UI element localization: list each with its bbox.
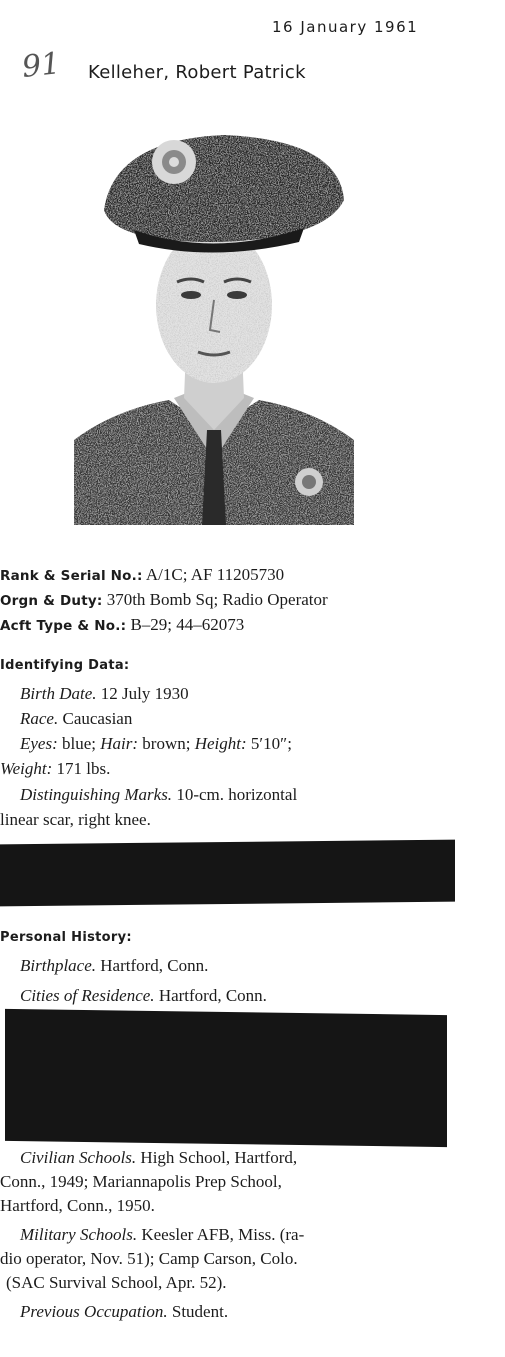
- race-line: [20, 709, 132, 729]
- orgn-value: 370th Bomb Sq; Radio Operator: [106, 590, 328, 609]
- birth-date-line: [20, 684, 189, 704]
- redaction-bar: [0, 840, 455, 907]
- occupation-label: Previous Occupation.: [20, 1302, 168, 1321]
- civilian-schools-line: [20, 1148, 297, 1168]
- military-schools-label: Military Schools.: [20, 1225, 138, 1244]
- rank-value: A/1C; AF 11205730: [145, 565, 285, 584]
- personal-history-heading: Personal History:: [0, 930, 132, 945]
- marks-line: [20, 785, 297, 805]
- orgn-label: Orgn & Duty:: [0, 593, 103, 609]
- marks-value-1: 10-cm. horizontal: [176, 785, 298, 804]
- civilian-schools-line-2: Conn., 1949; Mariannapolis Prep School,: [0, 1172, 282, 1191]
- subject-name: Kelleher, Robert Patrick: [88, 62, 306, 83]
- rank-serial-line: [0, 565, 284, 585]
- civilian-schools-value-1: High School, Hartford,: [140, 1148, 298, 1167]
- birthplace-label: Birthplace.: [20, 956, 97, 975]
- physical-line: [20, 734, 292, 754]
- weight-line: [0, 759, 110, 779]
- military-schools-value-1: Keesler AFB, Miss. (ra-: [141, 1225, 305, 1244]
- military-schools-line-3: (SAC Survival School, Apr. 52).: [6, 1273, 227, 1292]
- redaction-bar: [5, 1009, 447, 1147]
- race-label: Race.: [20, 709, 59, 728]
- occupation-line: [20, 1302, 228, 1322]
- military-schools-line: [20, 1225, 304, 1245]
- acft-line: [0, 615, 244, 635]
- rank-label: Rank & Serial No.:: [0, 568, 143, 584]
- weight-value: 171 lbs.: [56, 759, 111, 778]
- civilian-schools-label: Civilian Schools.: [20, 1148, 137, 1167]
- hair-value: brown;: [142, 734, 191, 753]
- document-date: 16 January 1961: [272, 18, 419, 36]
- marks-label: Distinguishing Marks.: [20, 785, 173, 804]
- handwritten-file-number: 91: [20, 46, 62, 85]
- height-value: 5′10″;: [250, 734, 292, 753]
- birth-date-value: 12 July 1930: [100, 684, 189, 703]
- portrait-photo: [74, 130, 354, 525]
- birthplace-line: [20, 956, 208, 976]
- civilian-schools-line-3: Hartford, Conn., 1950.: [0, 1196, 155, 1215]
- residence-line: [20, 986, 267, 1006]
- residence-value: Hartford, Conn.: [158, 986, 267, 1005]
- birthplace-value: Hartford, Conn.: [100, 956, 209, 975]
- acft-label: Acft Type & No.:: [0, 618, 127, 634]
- occupation-value: Student.: [171, 1302, 229, 1321]
- acft-value: B–29; 44–62073: [130, 615, 245, 634]
- race-value: Caucasian: [62, 709, 133, 728]
- hair-label: Hair:: [100, 734, 139, 753]
- marks-line-2: linear scar, right knee.: [0, 810, 151, 829]
- identifying-heading: Identifying Data:: [0, 658, 130, 673]
- weight-label: Weight:: [0, 759, 53, 778]
- eyes-label: Eyes:: [20, 734, 58, 753]
- residence-label: Cities of Residence.: [20, 986, 155, 1005]
- height-label: Height:: [194, 734, 247, 753]
- military-schools-line-2: dio operator, Nov. 51); Camp Carson, Colo.: [0, 1249, 298, 1268]
- eyes-value: blue;: [62, 734, 97, 753]
- birth-date-label: Birth Date.: [20, 684, 97, 703]
- orgn-duty-line: [0, 590, 328, 610]
